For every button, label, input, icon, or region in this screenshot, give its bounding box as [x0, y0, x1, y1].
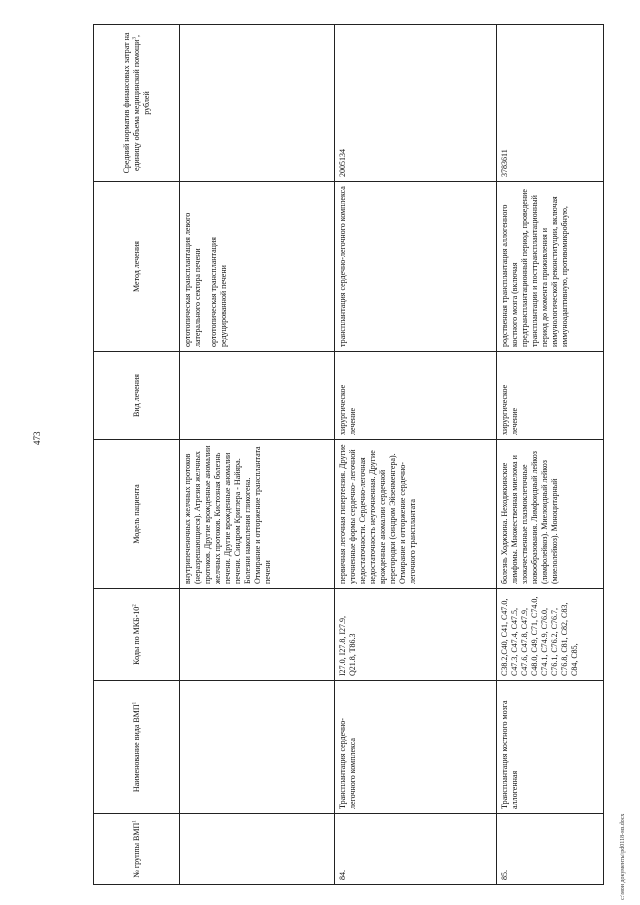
method-item: трансплантация сердечно-легочного комплекса [338, 186, 347, 347]
row-method [497, 182, 604, 352]
row-treatment: хирургическое лечение [335, 352, 497, 440]
method-item: родственная трансплантация аллогенного костного мозга (включая предтрансплантационный период, проведение трансплантации и посттрансплантационный период до момента приживления и иммунологической реконституции, включая иммуноадаптивную, противомикробную, [500, 189, 569, 347]
header-method: Метод лечения [94, 182, 180, 352]
row-codes [180, 589, 335, 681]
row-cost: 2005134 [335, 25, 497, 182]
row-codes: I27.0, I27.8, I27.9, Q21.8, T86.3 [335, 589, 497, 681]
row-treatment [180, 352, 335, 440]
row-name: Трансплантация костного мозга аллогенная [497, 681, 604, 814]
header-model: Модель пациента [94, 440, 180, 589]
row-number: 84. [335, 814, 497, 885]
header-treatment: Вид лечения [94, 352, 180, 440]
header-name: Наименование вида ВМП$^1$ [94, 681, 180, 814]
page-number: 473 [32, 431, 42, 445]
method-item: ортотопическая трансплантация редуцированной печени [209, 237, 228, 347]
row-treatment: хирургическое лечение [497, 352, 604, 440]
row-name: Трансплантация сердечно-легочного комплекса [335, 681, 497, 814]
rotated-table-page [93, 25, 585, 885]
method-item: ортотопическая трансплантация левого латерального сектора печени [183, 212, 202, 347]
header-mkb: Коды по МКБ-$10^2$ [94, 589, 180, 681]
row-cost [180, 25, 335, 182]
header-group-no: № группы ВМП$^1$ [94, 814, 180, 885]
row-method [335, 182, 497, 352]
table-row [180, 25, 335, 885]
row-codes: C38.2,C40, C41, C47.0, C47.3, C47.4, C47.5, C47.6, C47.8, C47.9, C48.0, C49, C71, C74.0, C74.1, C74.9, C76.0, C76.1, C76.2, C76.7, C76.8, C81, C82, C83, C84, C85, [497, 589, 604, 681]
row-number [180, 814, 335, 885]
row-method [180, 182, 335, 352]
row-model: первичная легочная гипертензия. Другие уточненные формы сердечно- легочной недостаточности. Сердечно-легочная недостаточность неуточненная. Другие врожденные аномалии сердечной перегородки (синдром Эйзенменгера). Отмирание и отторжение сердечно-легочного трансплантата [335, 440, 497, 589]
row-number: 85. [497, 814, 604, 885]
row-model: болезнь Ходжкина. Неходжкинские лимфомы. Множественная миелома и злокачественные плазмоклеточные новообразования. Лимфоидный лейкоз (лимфолейкоз). Миелоидный лейкоз (миелолейкоз). Моноцитарный [497, 440, 604, 589]
row-model: внутрипеченочных желчных протоков (неразрешающиеся). Атрезия желчных протоков. Другие врожденные аномалии желчных протоков. Кистозная болезнь печени. Другие врожденные аномалии печени. Синдром Криглера - Найяра. Болезни накопления гликогена. Отмирание и отторжение трансплантата печени [180, 440, 335, 589]
row-cost: 3783611 [497, 25, 604, 182]
header-cost: Средний норматив финансовых затрат на единицу объема медицинской помощи$^3$, рублей [94, 25, 180, 182]
file-path-footer: c:\мои документы\pd0118-мз.docx [620, 813, 626, 900]
table-row [335, 25, 497, 885]
table-header-row [94, 25, 180, 885]
vmp-table [93, 24, 604, 885]
table-row [497, 25, 604, 885]
row-name [180, 681, 335, 814]
